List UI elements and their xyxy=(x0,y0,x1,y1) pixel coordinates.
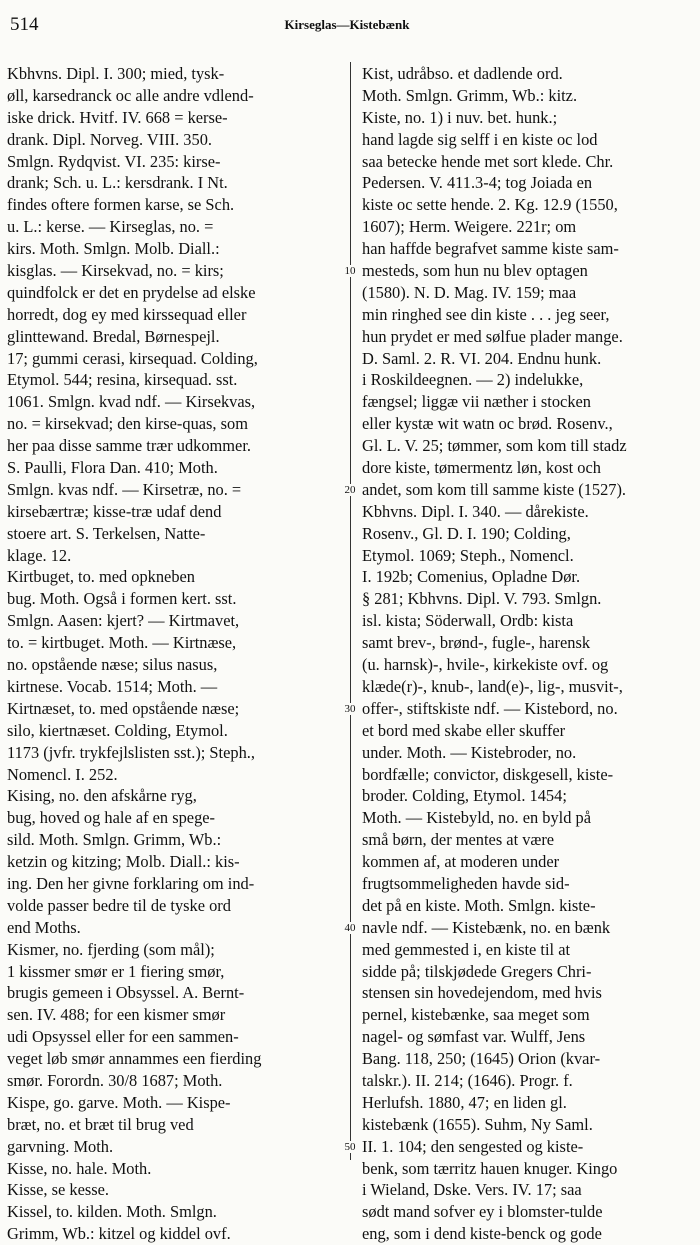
running-head: Kirseglas—Kistebænk xyxy=(284,17,410,32)
text-line: udi Opsyssel eller for een sammen- xyxy=(7,1027,239,1047)
text-line: Pedersen. V. 411.3-4; tog Joiada en xyxy=(362,173,593,193)
text-line: 1173 (jvfr. trykfejlslisten sst.); Steph., xyxy=(7,742,255,762)
text-line: silo, kiertnæset. Colding, Etymol. xyxy=(7,720,228,740)
text-line: drank. Dipl. Norveg. VIII. 350. xyxy=(7,129,212,149)
text-line: Rosenv., Gl. D. I. 190; Colding, xyxy=(362,523,571,543)
text-line: Kissel, to. kilden. Moth. Smlgn. xyxy=(7,1202,217,1222)
text-line: Etymol. 1069; Steph., Nomencl. xyxy=(362,545,574,565)
text-line: Smlgn. Aasen: kjert? — Kirtmavet, xyxy=(7,611,240,631)
text-line: pernel, kistebænke, saa meget som xyxy=(362,1005,590,1025)
text-line: samt brev-, brønd-, fugle-, harensk xyxy=(362,633,591,653)
text-line: klage. 12. xyxy=(7,545,72,565)
text-line: Kiste, no. 1) i nuv. bet. hunk.; xyxy=(362,107,558,127)
text-line: veget løb smør annammes een fierding xyxy=(7,1049,262,1069)
text-line: S. Paulli, Flora Dan. 410; Moth. xyxy=(7,458,218,478)
text-line: § 281; Kbhvns. Dipl. V. 793. Smlgn. xyxy=(362,589,602,609)
text-line: et bord med skabe eller skuffer xyxy=(362,720,566,740)
text-line: i Wieland, Dske. Vers. IV. 17; saa xyxy=(362,1180,582,1200)
text-line: hand lagde sig selff i en kiste oc lod xyxy=(362,129,598,149)
text-line: I. 192b; Comenius, Opladne Dør. xyxy=(362,567,581,587)
text-line: stoere art. S. Terkelsen, Natte- xyxy=(7,523,206,543)
text-line: u. L.: kerse. — Kirseglas, no. = xyxy=(7,217,214,237)
text-line: Moth. — Kistebyld, no. en byld på xyxy=(362,808,591,828)
page-header xyxy=(10,14,684,38)
text-line: kirtnese. Vocab. 1514; Moth. — xyxy=(7,676,218,696)
text-line: talskr.). II. 214; (1646). Progr. f. xyxy=(362,1070,573,1090)
text-line: Kirtnæset, to. med opstående næse; xyxy=(7,698,240,718)
left-column xyxy=(7,63,340,1245)
text-line: brugis gemeen i Obsyssel. A. Bernt- xyxy=(7,983,245,1003)
text-line: bug, hoved og hale af en spege- xyxy=(7,808,215,828)
text-line: saa betecke hende met sort klede. Chr. xyxy=(362,151,614,171)
text-line: sødt mand sofver ey i blomster-tulde xyxy=(362,1202,603,1222)
text-line: Kising, no. den afskårne ryg, xyxy=(7,786,197,806)
text-line: (1580). N. D. Mag. IV. 159; maa xyxy=(362,282,577,302)
text-line: bræt, no. et bræt til brug ved xyxy=(7,1114,194,1134)
text-line: i Roskildeegnen. — 2) indelukke, xyxy=(362,370,584,390)
text-line: smør. Forordn. 30/8 1687; Moth. xyxy=(7,1070,223,1090)
text-line: Kisse, se kesse. xyxy=(7,1180,109,1200)
text-line: øll, karsedranck oc alle andre vdlend- xyxy=(7,85,254,105)
text-line: Kispe, go. garve. Moth. — Kispe- xyxy=(7,1092,231,1112)
text-line: eng, som i dend kiste-benck og gode xyxy=(362,1224,602,1244)
text-line: offer-, stiftskiste ndf. — Kistebord, no. xyxy=(362,698,618,718)
text-line: to. = kirtbuget. Moth. — Kirtnæse, xyxy=(7,633,237,653)
text-line: no. = kirsekvad; den kirse-quas, som xyxy=(7,414,248,434)
text-line: sidde på; tilskjødede Gregers Chri- xyxy=(362,961,592,981)
text-line: Moth. Smlgn. Grimm, Wb.: kitz. xyxy=(362,85,578,105)
text-line: her paa disse samme trær udkommer. xyxy=(7,436,251,456)
text-line: quindfolck er det en prydelse ad elske xyxy=(7,282,256,302)
text-line: isl. kista; Söderwall, Ordb: kista xyxy=(362,611,574,631)
text-line: Kismer, no. fjerding (som mål); xyxy=(7,939,215,959)
text-line: mesteds, som hun nu blev optagen xyxy=(362,261,588,281)
text-line: fængsel; liggæ vii næther i stocken xyxy=(362,392,591,412)
text-line: bug. Moth. Også i formen kert. sst. xyxy=(7,589,237,609)
text-line: med gemmested i, en kiste til at xyxy=(362,939,571,959)
text-line: garvning. Moth. xyxy=(7,1136,114,1156)
text-line: Herlufsh. 1880, 47; en liden gl. xyxy=(362,1092,567,1112)
text-line: kistebænk (1655). Suhm, Ny Saml. xyxy=(362,1114,593,1134)
text-line: drank; Sch. u. L.: kersdrank. I Nt. xyxy=(7,173,228,193)
line-number-marker: 30 xyxy=(340,703,360,715)
text-line: Smlgn. Rydqvist. VI. 235: kirse- xyxy=(7,151,221,171)
text-line: stensen sin hovedejendom, med hvis xyxy=(362,983,602,1003)
text-line: Gl. L. V. 25; tømmer, som kom till stadz xyxy=(362,436,627,456)
line-number-marker: 40 xyxy=(340,922,360,934)
text-line: II. 1. 104; den sengested og kiste- xyxy=(362,1136,584,1156)
column-rule xyxy=(350,62,351,1160)
text-line: benk, som tærritz hauen knuger. Kingo xyxy=(362,1158,618,1178)
text-line: små børn, der mentes at være xyxy=(362,830,555,850)
text-line: eller kystæ wit watn oc brød. Rosenv., xyxy=(362,414,613,434)
text-line: klæde(r)-, knub-, land(e)-, lig-, musvit-, xyxy=(362,676,623,696)
text-line: kisglas. — Kirsekvad, no. = kirs; xyxy=(7,261,224,281)
text-line: han haffde begrafvet samme kiste sam- xyxy=(362,239,619,259)
text-line: horredt, dog ey med kirssequad eller xyxy=(7,304,247,324)
text-line: glinttewand. Bredal, Børnespejl. xyxy=(7,326,220,346)
line-number-marker: 20 xyxy=(340,484,360,496)
text-line: 17; gummi cerasi, kirsequad. Colding, xyxy=(7,348,258,368)
text-line: Kbhvns. Dipl. I. 300; mied, tysk- xyxy=(7,64,225,83)
text-line: sild. Moth. Smlgn. Grimm, Wb.: xyxy=(7,830,222,850)
text-line: nagel- og sømfast var. Wulff, Jens xyxy=(362,1027,586,1047)
text-line: findes oftere formen karse, se Sch. xyxy=(7,195,235,215)
text-line: Grimm, Wb.: kitzel og kiddel ovf. xyxy=(7,1224,231,1244)
line-number-marker: 10 xyxy=(340,265,360,277)
text-line: kirs. Moth. Smlgn. Molb. Diall.: xyxy=(7,239,220,259)
text-line: 1061. Smlgn. kvad ndf. — Kirsekvas, xyxy=(7,392,256,412)
line-number-marker: 50 xyxy=(340,1141,360,1153)
page-number: 514 xyxy=(10,14,39,35)
text-line: Kbhvns. Dipl. I. 340. — dårekiste. xyxy=(362,501,589,521)
text-line: kirsebærtræ; kisse-træ udaf dend xyxy=(7,501,222,521)
text-line: no. opstående næse; silus nasus, xyxy=(7,655,218,675)
text-line: Kirtbuget, to. med opkneben xyxy=(7,567,195,587)
right-column xyxy=(362,63,692,1245)
text-line: dore kiste, tømermentz løn, kost och xyxy=(362,458,601,478)
text-line: 1 kissmer smør er 1 fiering smør, xyxy=(7,961,225,981)
text-line: sen. IV. 488; for een kismer smør xyxy=(7,1005,226,1025)
text-line: Kisse, no. hale. Moth. xyxy=(7,1158,152,1178)
text-line: bordfælle; convictor, diskgesell, kiste- xyxy=(362,764,614,784)
text-line: Smlgn. kvas ndf. — Kirsetræ, no. = xyxy=(7,479,242,499)
text-line: ing. Den her givne forklaring om ind- xyxy=(7,873,255,893)
text-line: kiste oc sette hende. 2. Kg. 12.9 (1550, xyxy=(362,195,618,215)
text-line: min ringhed see din kiste . . . jeg seer, xyxy=(362,304,610,324)
text-line: Etymol. 544; resina, kirsequad. sst. xyxy=(7,370,238,390)
text-line: broder. Colding, Etymol. 1454; xyxy=(362,786,567,806)
text-line: volde passer bedre til de tyske ord xyxy=(7,895,231,915)
text-line: Kist, udråbso. et dadlende ord. xyxy=(362,64,563,83)
text-line: end Moths. xyxy=(7,917,81,937)
text-line: ketzin og kitzing; Molb. Diall.: kis- xyxy=(7,852,240,872)
text-line: 1607); Herm. Weigere. 221r; om xyxy=(362,217,577,237)
text-line: Nomencl. I. 252. xyxy=(7,764,118,784)
text-line: (u. harnsk)-, hvile-, kirkekiste ovf. og xyxy=(362,655,609,675)
text-line: frugtsommeligheden havde sid- xyxy=(362,873,570,893)
text-line: under. Moth. — Kistebroder, no. xyxy=(362,742,577,762)
text-line: navle ndf. — Kistebænk, no. en bænk xyxy=(362,917,611,937)
text-line: det på en kiste. Moth. Smlgn. kiste- xyxy=(362,895,596,915)
text-line: Bang. 118, 250; (1645) Orion (kvar- xyxy=(362,1049,601,1069)
text-line: andet, som kom till samme kiste (1527). xyxy=(362,479,627,499)
text-line: kommen af, at moderen under xyxy=(362,852,560,872)
text-line: D. Saml. 2. R. VI. 204. Endnu hunk. xyxy=(362,348,602,368)
text-line: hun prydet er med sølfue plader mange. xyxy=(362,326,623,346)
text-line: iske drick. Hvitf. IV. 668 = kerse- xyxy=(7,107,228,127)
